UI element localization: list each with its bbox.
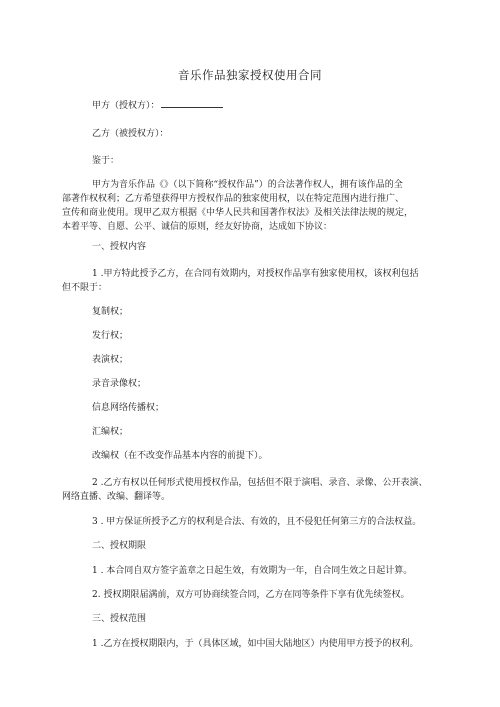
whereas-line-4: 本着平等、自愿、公平、诚信的原则，经友好协商，达成如下协议： [62, 222, 333, 232]
right-item: 录音录像权； [92, 379, 147, 389]
s1-item2-line1: 2 .乙方有权以任何形式使用授权作品，包括但不限于演唱、录音、录像、公开表演、 [92, 478, 428, 488]
party-a-blank [161, 98, 223, 108]
right-item: 发行权； [92, 331, 129, 341]
s1-item3: 3 . 甲方保证所授予乙方的权利是合法、有效的，且不侵犯任何第三方的合法权益。 [92, 517, 422, 527]
s1-item1-line1: 1 .甲方特此授予乙方，在合同有效期内，对授权作品享有独家使用权，该权利包括 [92, 269, 419, 279]
party-a-line [92, 98, 442, 114]
s1-item1-line2: 但不限于： [62, 283, 108, 293]
contract-title: 音乐作品独家授权使用合同 [178, 68, 322, 82]
section-2-title: 二、授权期限 [92, 541, 147, 551]
s2-item2: 2. 授权期限届满前，双方可协商续签合同，乙方在同等条件下享有优先续签权。 [92, 590, 410, 600]
whereas-label: 鉴于： [92, 156, 120, 166]
right-item: 表演权； [92, 355, 129, 365]
right-item: 汇编权； [92, 427, 129, 437]
whereas-line-1: 甲方为音乐作品《》（以下简称“授权作品”）的合法著作权人，拥有该作品的全 [92, 180, 403, 190]
section-1-title: 一、授权内容 [92, 242, 147, 252]
party-a-label: 甲方（授权方）： [92, 101, 160, 111]
s1-item2-line2: 网络直播、改编、翻译等。 [62, 492, 171, 502]
section-3-title: 三、授权范围 [92, 614, 147, 624]
party-b-label: 乙方（被授权方）： [92, 129, 169, 139]
s3-item1: 1 .乙方在授权期限内，于（具体区域，如中国大陆地区）内使用甲方授予的权利。 [92, 639, 419, 649]
whereas-line-2: 部著作权权利；乙方希望获得甲方授权作品的独家使用权，以在特定范围内进行推广、 [62, 194, 405, 204]
whereas-line-3: 宣传和商业使用。现甲乙双方根据《中华人民共和国著作权法》及相关法律法规的规定， [62, 208, 414, 218]
right-item: 改编权（在不改变作品基本内容的前提下）。 [92, 451, 268, 461]
right-item: 信息网络传播权； [92, 403, 165, 413]
right-item: 复制权； [92, 307, 129, 317]
s2-item1: 1 . 本合同自双方签字盖章之日起生效，有效期为一年，自合同生效之日起计算。 [92, 566, 413, 576]
